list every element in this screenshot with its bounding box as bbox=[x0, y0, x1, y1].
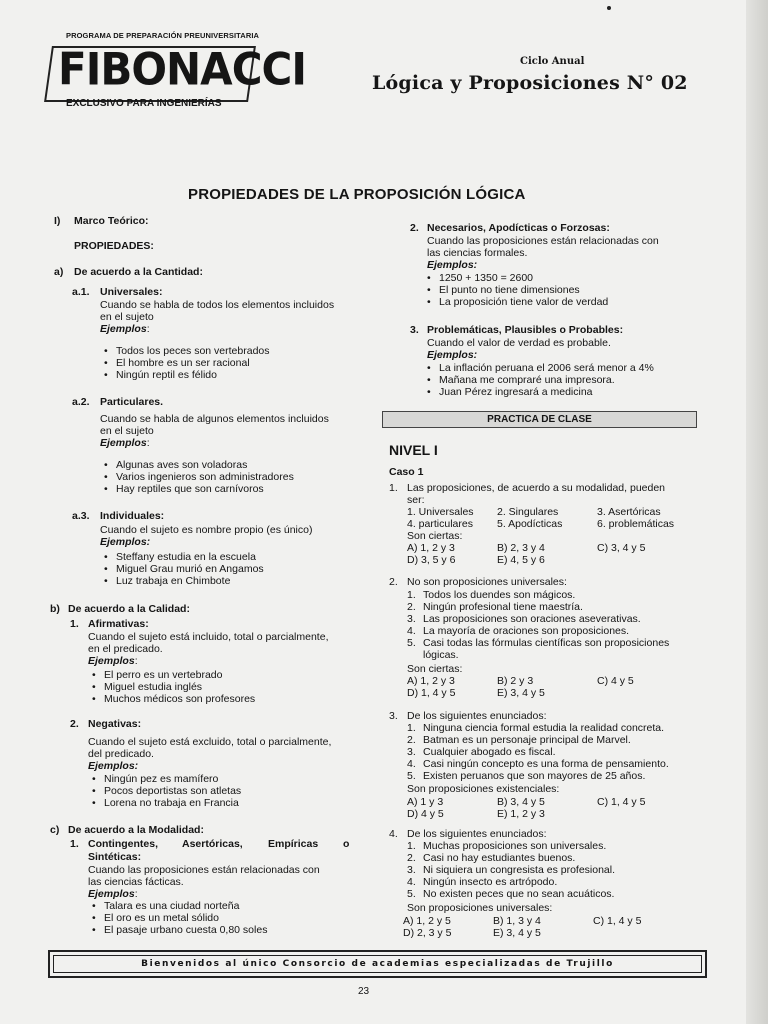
b2-description-line2: del predicado. bbox=[88, 748, 154, 760]
a1-title: Universales: bbox=[100, 286, 163, 298]
a1-description-line2: en el sujeto bbox=[100, 311, 154, 323]
m3-label: 3. bbox=[410, 324, 419, 336]
question-1-item: 1. Universales bbox=[407, 506, 474, 518]
question-2-items bbox=[407, 589, 669, 661]
list-item: • Mañana me compraré una impresora. bbox=[425, 374, 654, 386]
question-1-option-d: D) 3, 5 y 6 bbox=[407, 554, 456, 566]
list-item: 5. Existen peruanos que son mayores de 25 años. bbox=[407, 770, 646, 782]
brand-name: FIBONACCI bbox=[58, 43, 306, 96]
question-4-option-e: E) 3, 4 y 5 bbox=[493, 927, 541, 939]
program-label: PROGRAMA DE PREPARACIÓN PREUNIVERSITARIA bbox=[66, 31, 260, 40]
list-item: 3. Ni siquiera un congresista es profesional. bbox=[407, 864, 616, 876]
question-4-number: 4. bbox=[389, 828, 398, 840]
a1-label: a.1. bbox=[72, 286, 90, 298]
list-item: 1. Todos los duendes son mágicos. bbox=[407, 589, 576, 601]
subsection-a-title: De acuerdo a la Cantidad: bbox=[74, 266, 203, 278]
list-item: 4. La mayoría de oraciones son proposiciones. bbox=[407, 625, 630, 637]
b2-examples-label: Ejemplos: bbox=[88, 760, 139, 772]
c1-description-line1: Cuando las proposiciones están relacionadas con bbox=[88, 864, 320, 876]
list-item: • El oro es un metal sólido bbox=[90, 912, 267, 924]
list-item: 1. Muchas proposiciones son universales. bbox=[407, 840, 607, 852]
question-1-item: 2. Singulares bbox=[497, 506, 559, 518]
subsection-a-label: a) bbox=[54, 266, 64, 278]
subsection-b-title: De acuerdo a la Calidad: bbox=[68, 603, 190, 615]
question-1-option-e: E) 4, 5 y 6 bbox=[497, 554, 545, 566]
list-item: • El hombre es un ser racional bbox=[102, 357, 270, 369]
a1-description-line1: Cuando se habla de todos los elementos incluidos bbox=[100, 299, 335, 311]
a3-title: Individuales: bbox=[100, 510, 165, 522]
question-3-number: 3. bbox=[389, 710, 398, 722]
b1-description-line2: en el predicado. bbox=[88, 643, 163, 655]
question-2-option-c: C) 4 y 5 bbox=[597, 675, 634, 687]
a2-label: a.2. bbox=[72, 396, 90, 408]
a2-examples-label: Ejemplos: bbox=[100, 437, 150, 449]
subsection-c-label: c) bbox=[50, 824, 60, 836]
section-number: I) bbox=[54, 215, 61, 227]
question-3-ask: Son proposiciones existenciales: bbox=[407, 783, 560, 795]
m3-examples-label: Ejemplos: bbox=[427, 349, 478, 361]
question-3-items bbox=[407, 722, 669, 782]
footer-text: Bienvenidos al único Consorcio de academias especializadas de Trujillo bbox=[53, 955, 702, 973]
page-number: 23 bbox=[358, 986, 370, 997]
question-1-option-b: B) 2, 3 y 4 bbox=[497, 542, 545, 554]
b2-label: 2. bbox=[70, 718, 79, 730]
question-3-stem: De los siguientes enunciados: bbox=[407, 710, 547, 722]
question-4-ask: Son proposiciones universales: bbox=[407, 902, 553, 914]
c1-label: 1. bbox=[70, 838, 79, 850]
list-item: • Talara es una ciudad norteña bbox=[90, 900, 267, 912]
list-item: 3. Cualquier abogado es fiscal. bbox=[407, 746, 556, 758]
properties-heading: PROPIEDADES: bbox=[74, 240, 154, 252]
b1-examples-label: Ejemplos: bbox=[88, 655, 138, 667]
question-3-option-b: B) 3, 4 y 5 bbox=[497, 796, 545, 808]
m2-label: 2. bbox=[410, 222, 419, 234]
list-item: 2. Ningún profesional tiene maestría. bbox=[407, 601, 583, 613]
a3-examples-label: Ejemplos: bbox=[100, 536, 151, 548]
question-4-option-a: A) 1, 2 y 5 bbox=[403, 915, 451, 927]
list-item: • Miguel Grau murió en Angamos bbox=[102, 563, 264, 575]
list-item: • La proposición tiene valor de verdad bbox=[425, 296, 608, 308]
list-item: • La inflación peruana el 2006 será menor a 4% bbox=[425, 362, 654, 374]
footer-banner bbox=[48, 950, 707, 978]
list-item: • Todos los peces son vertebrados bbox=[102, 345, 270, 357]
list-item: • Hay reptiles que son carnívoros bbox=[102, 483, 294, 495]
a3-description: Cuando el sujeto es nombre propio (es único) bbox=[100, 524, 313, 536]
b1-label: 1. bbox=[70, 618, 79, 630]
level-heading: NIVEL I bbox=[389, 442, 438, 458]
question-4-items bbox=[407, 840, 615, 900]
subsection-b-label: b) bbox=[50, 603, 60, 615]
document-title: Lógica y Proposiciones N° 02 bbox=[372, 72, 688, 94]
list-item: • Miguel estudia inglés bbox=[90, 681, 255, 693]
list-item: • Varios ingenieros son administradores bbox=[102, 471, 294, 483]
m3-title: Problemáticas, Plausibles o Probables: bbox=[427, 324, 624, 336]
a2-description-line1: Cuando se habla de algunos elementos incluidos bbox=[100, 413, 329, 425]
list-item: • El pasaje urbano cuesta 0,80 soles bbox=[90, 924, 267, 936]
question-2-number: 2. bbox=[389, 576, 398, 588]
c1-description-line2: las ciencias fácticas. bbox=[88, 876, 184, 888]
question-1-item: 5. Apodícticas bbox=[497, 518, 563, 530]
b2-description-line1: Cuando el sujeto está excluido, total o parcialmente, bbox=[88, 736, 332, 748]
question-4-option-d: D) 2, 3 y 5 bbox=[403, 927, 452, 939]
c1-title-word1: Contingentes, bbox=[88, 838, 158, 850]
exclusive-label: EXCLUSIVO PARA INGENIERÍAS bbox=[66, 98, 222, 109]
question-3-option-e: E) 1, 2 y 3 bbox=[497, 808, 545, 820]
m2-title: Necesarios, Apodícticas o Forzosas: bbox=[427, 222, 610, 234]
list-item: 4. Casi ningún concepto es una forma de pensamiento. bbox=[407, 758, 669, 770]
question-4-option-c: C) 1, 4 y 5 bbox=[593, 915, 642, 927]
list-item: • Pocos deportistas son atletas bbox=[90, 785, 241, 797]
m3-description: Cuando el valor de verdad es probable. bbox=[427, 337, 611, 349]
list-item: 1. Ninguna ciencia formal estudia la realidad concreta. bbox=[407, 722, 665, 734]
c1-title-word4: o bbox=[343, 838, 350, 850]
question-2-option-d: D) 1, 4 y 5 bbox=[407, 687, 456, 699]
c1-title-word3: Empíricas bbox=[268, 838, 319, 850]
b1-title: Afirmativas: bbox=[88, 618, 149, 630]
c1-title-word5: Sintéticas: bbox=[88, 851, 142, 863]
a1-examples-label: Ejemplos: bbox=[100, 323, 150, 335]
question-1-option-a: A) 1, 2 y 3 bbox=[407, 542, 455, 554]
question-3-option-a: A) 1 y 3 bbox=[407, 796, 444, 808]
question-3-option-c: C) 1, 4 y 5 bbox=[597, 796, 646, 808]
c1-examples-label: Ejemplos: bbox=[88, 888, 138, 900]
question-1-stem-line1: Las proposiciones, de acuerdo a su modalidad, pueden bbox=[407, 482, 666, 494]
list-item: • El perro es un vertebrado bbox=[90, 669, 255, 681]
question-2-ask: Son ciertas: bbox=[407, 663, 463, 675]
question-1-option-c: C) 3, 4 y 5 bbox=[597, 542, 646, 554]
m2-examples-label: Ejemplos: bbox=[427, 259, 478, 271]
list-item: 5. No existen peces que no sean acuáticos. bbox=[407, 888, 615, 900]
a2-description-line2: en el sujeto bbox=[100, 425, 154, 437]
question-1-item: 4. particulares bbox=[407, 518, 473, 530]
a2-title: Particulares. bbox=[100, 396, 164, 408]
list-item: • Algunas aves son voladoras bbox=[102, 459, 294, 471]
section-title: Marco Teórico: bbox=[74, 215, 149, 227]
list-item: 3. Las proposiciones son oraciones aseverativas. bbox=[407, 613, 641, 625]
list-item: 5. Casi todas las fórmulas científicas son proposiciones bbox=[407, 637, 670, 649]
list-item: • Ningún reptil es félido bbox=[102, 369, 270, 381]
m2-description-line2: las ciencias formales. bbox=[427, 247, 528, 259]
b2-title: Negativas: bbox=[88, 718, 142, 730]
question-3-option-d: D) 4 y 5 bbox=[407, 808, 444, 820]
list-item: • Lorena no trabaja en Francia bbox=[90, 797, 241, 809]
list-item: 4. Ningún insecto es artrópodo. bbox=[407, 876, 558, 888]
list-item: • Juan Pérez ingresará a medicina bbox=[425, 386, 654, 398]
b1-description-line1: Cuando el sujeto está incluido, total o parcialmente, bbox=[88, 631, 329, 643]
list-item: • Muchos médicos son profesores bbox=[90, 693, 255, 705]
question-2-option-a: A) 1, 2 y 3 bbox=[407, 675, 455, 687]
question-1-stem-line2: ser: bbox=[407, 494, 425, 506]
list-item: • Steffany estudia en la escuela bbox=[102, 551, 264, 563]
c1-title-word2: Asertóricas, bbox=[182, 838, 243, 850]
list-item: • Ningún pez es mamífero bbox=[90, 773, 241, 785]
question-2-option-b: B) 2 y 3 bbox=[497, 675, 534, 687]
question-2-stem: No son proposiciones universales: bbox=[407, 576, 567, 588]
a3-label: a.3. bbox=[72, 510, 90, 522]
list-item: • Luz trabaja en Chimbote bbox=[102, 575, 264, 587]
list-item: 2. Casi no hay estudiantes buenos. bbox=[407, 852, 576, 864]
list-item: 2. Batman es un personaje principal de Marvel. bbox=[407, 734, 631, 746]
question-4-option-b: B) 1, 3 y 4 bbox=[493, 915, 541, 927]
question-1-number: 1. bbox=[389, 482, 398, 494]
list-item: • El punto no tiene dimensiones bbox=[425, 284, 608, 296]
question-1-ask: Son ciertas: bbox=[407, 530, 463, 542]
list-item: • 1250 + 1350 = 2600 bbox=[425, 272, 608, 284]
practice-banner: PRACTICA DE CLASE bbox=[382, 411, 697, 428]
question-1-item: 6. problemáticas bbox=[597, 518, 675, 530]
question-2-option-e: E) 3, 4 y 5 bbox=[497, 687, 545, 699]
case-heading: Caso 1 bbox=[389, 466, 424, 478]
m2-description-line1: Cuando las proposiciones están relacionadas con bbox=[427, 235, 659, 247]
question-1-item: 3. Asertóricas bbox=[597, 506, 661, 518]
subsection-c-title: De acuerdo a la Modalidad: bbox=[68, 824, 204, 836]
cycle-label: Ciclo Anual bbox=[520, 56, 585, 67]
question-4-stem: De los siguientes enunciados: bbox=[407, 828, 547, 840]
list-item-continuation: lógicas. bbox=[423, 649, 459, 661]
main-title: PROPIEDADES DE LA PROPOSICIÓN LÓGICA bbox=[188, 186, 526, 203]
